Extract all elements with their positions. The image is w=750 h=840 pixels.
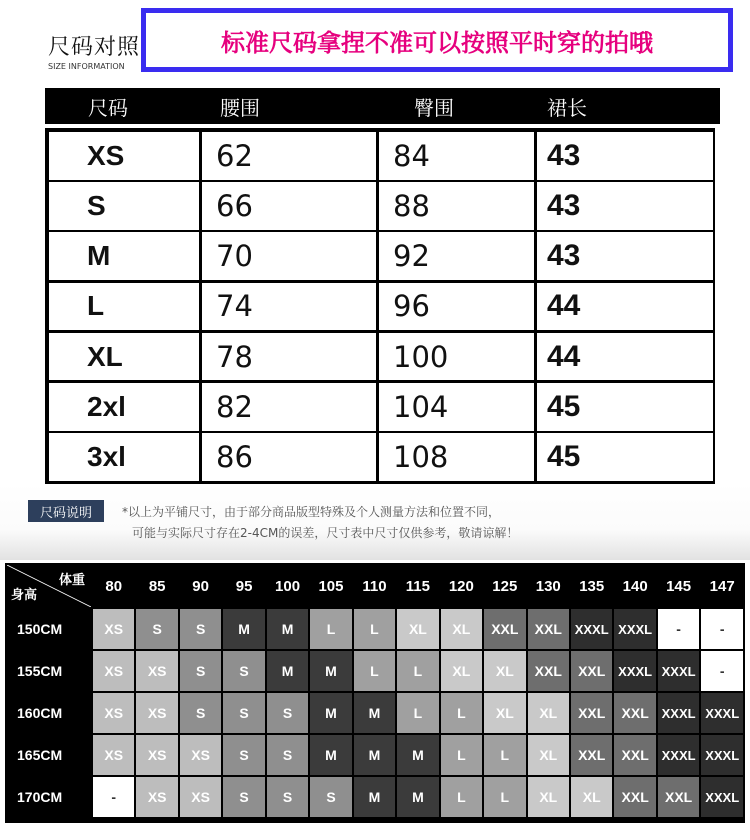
- recommended-size-cell: S: [223, 735, 264, 775]
- recommended-size-cell: M: [310, 651, 351, 691]
- page-title: 尺码对照: [48, 35, 141, 60]
- recommended-size-cell: L: [397, 651, 438, 691]
- weight-header-cell: 130: [528, 565, 569, 607]
- table-corner: [7, 565, 91, 607]
- waist-cell: 70: [202, 232, 376, 280]
- recommended-size-cell: -: [701, 609, 743, 649]
- recommended-size-cell: XL: [571, 777, 612, 817]
- recommended-size-cell: M: [267, 651, 308, 691]
- size-cell: L: [49, 283, 199, 331]
- hip-cell: 88: [379, 182, 534, 230]
- recommended-size-cell: XXL: [528, 651, 569, 691]
- waist-cell: 78: [202, 333, 376, 381]
- hip-cell: 104: [379, 383, 534, 431]
- page-subtitle: SIZE INFORMATION: [48, 62, 125, 71]
- recommended-size-cell: L: [354, 651, 395, 691]
- length-cell: 43: [537, 182, 713, 230]
- hip-cell: 92: [379, 232, 534, 280]
- height-label: 165CM: [7, 735, 91, 775]
- hip-cell: 84: [379, 132, 534, 180]
- recommended-size-cell: L: [397, 693, 438, 733]
- recommended-size-cell: XS: [93, 735, 134, 775]
- hip-cell: 100: [379, 333, 534, 381]
- length-cell: 43: [537, 232, 713, 280]
- footer-strip: [0, 826, 750, 840]
- size-cell: M: [49, 232, 199, 280]
- recommended-size-cell: XXXL: [614, 609, 655, 649]
- recommended-size-cell: XXXL: [571, 609, 612, 649]
- recommended-size-cell: XXL: [484, 609, 525, 649]
- recommended-size-cell: L: [441, 777, 482, 817]
- corner-weight-label: 体重: [58, 572, 85, 587]
- length-cell: 43: [537, 132, 713, 180]
- weight-header-cell: 135: [571, 565, 612, 607]
- recommended-size-cell: -: [93, 777, 134, 817]
- recommended-size-cell: XS: [93, 651, 134, 691]
- size-header: [0, 0, 750, 86]
- size-row: [49, 433, 715, 481]
- recommended-size-cell: -: [701, 651, 743, 691]
- recommended-size-cell: XXXL: [701, 693, 743, 733]
- length-cell: 44: [537, 283, 713, 331]
- note-band: [0, 484, 750, 560]
- note-text-line-1: *以上为平铺尺寸，由于部分商品版型特殊及个人测量方法和位置不同，: [122, 505, 501, 519]
- recommended-size-cell: XL: [484, 693, 525, 733]
- size-row: [49, 182, 715, 230]
- banner: [141, 8, 733, 72]
- note-tag: 尺码说明: [28, 500, 104, 522]
- recommended-size-cell: XXL: [571, 693, 612, 733]
- recommended-size-cell: XXL: [614, 777, 655, 817]
- recommended-size-cell: M: [310, 735, 351, 775]
- weight-header-cell: 110: [354, 565, 395, 607]
- recommended-size-cell: XL: [397, 609, 438, 649]
- length-cell: 44: [537, 333, 713, 381]
- recommended-size-cell: L: [441, 735, 482, 775]
- recommended-size-cell: XXXL: [658, 735, 699, 775]
- recommended-size-cell: M: [267, 609, 308, 649]
- waist-cell: 66: [202, 182, 376, 230]
- recommended-size-cell: XL: [528, 777, 569, 817]
- recommended-size-cell: XL: [484, 651, 525, 691]
- size-row: [49, 232, 715, 280]
- recommended-size-cell: M: [223, 609, 264, 649]
- recommended-size-cell: XS: [136, 651, 177, 691]
- size-row: [49, 132, 715, 180]
- height-row: [7, 735, 743, 775]
- recommended-size-cell: XXL: [614, 693, 655, 733]
- height-row: [7, 693, 743, 733]
- waist-cell: 74: [202, 283, 376, 331]
- weight-header-cell: 90: [180, 565, 221, 607]
- column-header-hip: 臀围: [414, 95, 454, 120]
- recommended-size-cell: XL: [441, 609, 482, 649]
- size-table: [45, 88, 720, 485]
- weight-header-cell: 125: [484, 565, 525, 607]
- recommended-size-cell: S: [223, 693, 264, 733]
- size-table-header: [45, 88, 720, 124]
- waist-cell: 62: [202, 132, 376, 180]
- length-cell: 45: [537, 383, 713, 431]
- recommended-size-cell: M: [354, 693, 395, 733]
- size-table-body: [45, 128, 715, 485]
- hip-cell: 96: [379, 283, 534, 331]
- recommended-size-cell: M: [354, 777, 395, 817]
- weight-header-cell: 95: [223, 565, 264, 607]
- recommended-size-cell: M: [397, 735, 438, 775]
- recommended-size-cell: XS: [180, 735, 221, 775]
- height-label: 150CM: [7, 609, 91, 649]
- weight-header-cell: 80: [93, 565, 134, 607]
- size-cell: S: [49, 182, 199, 230]
- weight-height-chart: [5, 563, 745, 823]
- hip-cell: 108: [379, 433, 534, 481]
- recommended-size-cell: XS: [136, 693, 177, 733]
- weight-header-cell: 100: [267, 565, 308, 607]
- size-cell: 2xl: [49, 383, 199, 431]
- size-cell: XS: [49, 132, 199, 180]
- recommended-size-cell: M: [310, 693, 351, 733]
- recommended-size-cell: XXXL: [614, 651, 655, 691]
- recommended-size-cell: XS: [136, 777, 177, 817]
- waist-cell: 86: [202, 433, 376, 481]
- recommended-size-cell: XXXL: [658, 651, 699, 691]
- recommended-size-cell: L: [310, 609, 351, 649]
- recommended-size-cell: XXL: [658, 777, 699, 817]
- recommended-size-cell: XXXL: [658, 693, 699, 733]
- recommended-size-cell: S: [267, 693, 308, 733]
- column-header-size: 尺码: [88, 95, 128, 120]
- column-header-length: 裙长: [547, 95, 587, 120]
- recommended-size-cell: XL: [528, 693, 569, 733]
- recommended-size-cell: XXL: [614, 735, 655, 775]
- recommended-size-cell: XS: [180, 777, 221, 817]
- weight-header-cell: 120: [441, 565, 482, 607]
- size-row: [49, 383, 715, 431]
- weight-header-cell: 140: [614, 565, 655, 607]
- recommended-size-cell: -: [658, 609, 699, 649]
- recommended-size-cell: M: [397, 777, 438, 817]
- recommended-size-cell: XS: [136, 735, 177, 775]
- banner-text: 标准尺码拿捏不准可以按照平时穿的拍哦: [146, 13, 728, 67]
- height-row: [7, 651, 743, 691]
- height-label: 155CM: [7, 651, 91, 691]
- recommended-size-cell: S: [223, 651, 264, 691]
- size-row: [49, 333, 715, 381]
- recommended-size-cell: XXXL: [701, 777, 743, 817]
- recommended-size-cell: XXL: [528, 609, 569, 649]
- recommended-size-cell: S: [267, 777, 308, 817]
- column-header-waist: 腰围: [220, 95, 260, 120]
- weight-header-cell: 145: [658, 565, 699, 607]
- recommended-size-cell: L: [484, 735, 525, 775]
- length-cell: 45: [537, 433, 713, 481]
- recommended-size-cell: XL: [441, 651, 482, 691]
- size-row: [49, 283, 715, 331]
- weight-header-cell: 85: [136, 565, 177, 607]
- recommended-size-cell: S: [180, 693, 221, 733]
- size-cell: XL: [49, 333, 199, 381]
- height-row: [7, 777, 743, 817]
- recommended-size-cell: S: [310, 777, 351, 817]
- recommended-size-cell: XXL: [571, 735, 612, 775]
- weight-header-cell: 147: [701, 565, 743, 607]
- waist-cell: 82: [202, 383, 376, 431]
- height-label: 170CM: [7, 777, 91, 817]
- note-text-line-2: 可能与实际尺寸存在2-4CM的误差，尺寸表中尺寸仅供参考，敬请谅解！: [132, 526, 519, 540]
- recommended-size-cell: XXXL: [701, 735, 743, 775]
- recommended-size-cell: XXL: [571, 651, 612, 691]
- recommended-size-cell: S: [223, 777, 264, 817]
- weight-header-row: [7, 565, 743, 607]
- weight-header-cell: 105: [310, 565, 351, 607]
- recommended-size-cell: XS: [93, 609, 134, 649]
- height-row: [7, 609, 743, 649]
- recommended-size-cell: L: [484, 777, 525, 817]
- recommended-size-cell: M: [354, 735, 395, 775]
- recommended-size-cell: XS: [93, 693, 134, 733]
- corner-height-label: 身高: [11, 587, 38, 602]
- recommended-size-cell: S: [267, 735, 308, 775]
- recommended-size-cell: L: [354, 609, 395, 649]
- recommended-size-cell: S: [136, 609, 177, 649]
- size-cell: 3xl: [49, 433, 199, 481]
- height-label: 160CM: [7, 693, 91, 733]
- recommended-size-cell: S: [180, 651, 221, 691]
- recommended-size-cell: XL: [528, 735, 569, 775]
- recommended-size-cell: S: [180, 609, 221, 649]
- weight-header-cell: 115: [397, 565, 438, 607]
- recommended-size-cell: L: [441, 693, 482, 733]
- weight-height-table: [5, 563, 745, 819]
